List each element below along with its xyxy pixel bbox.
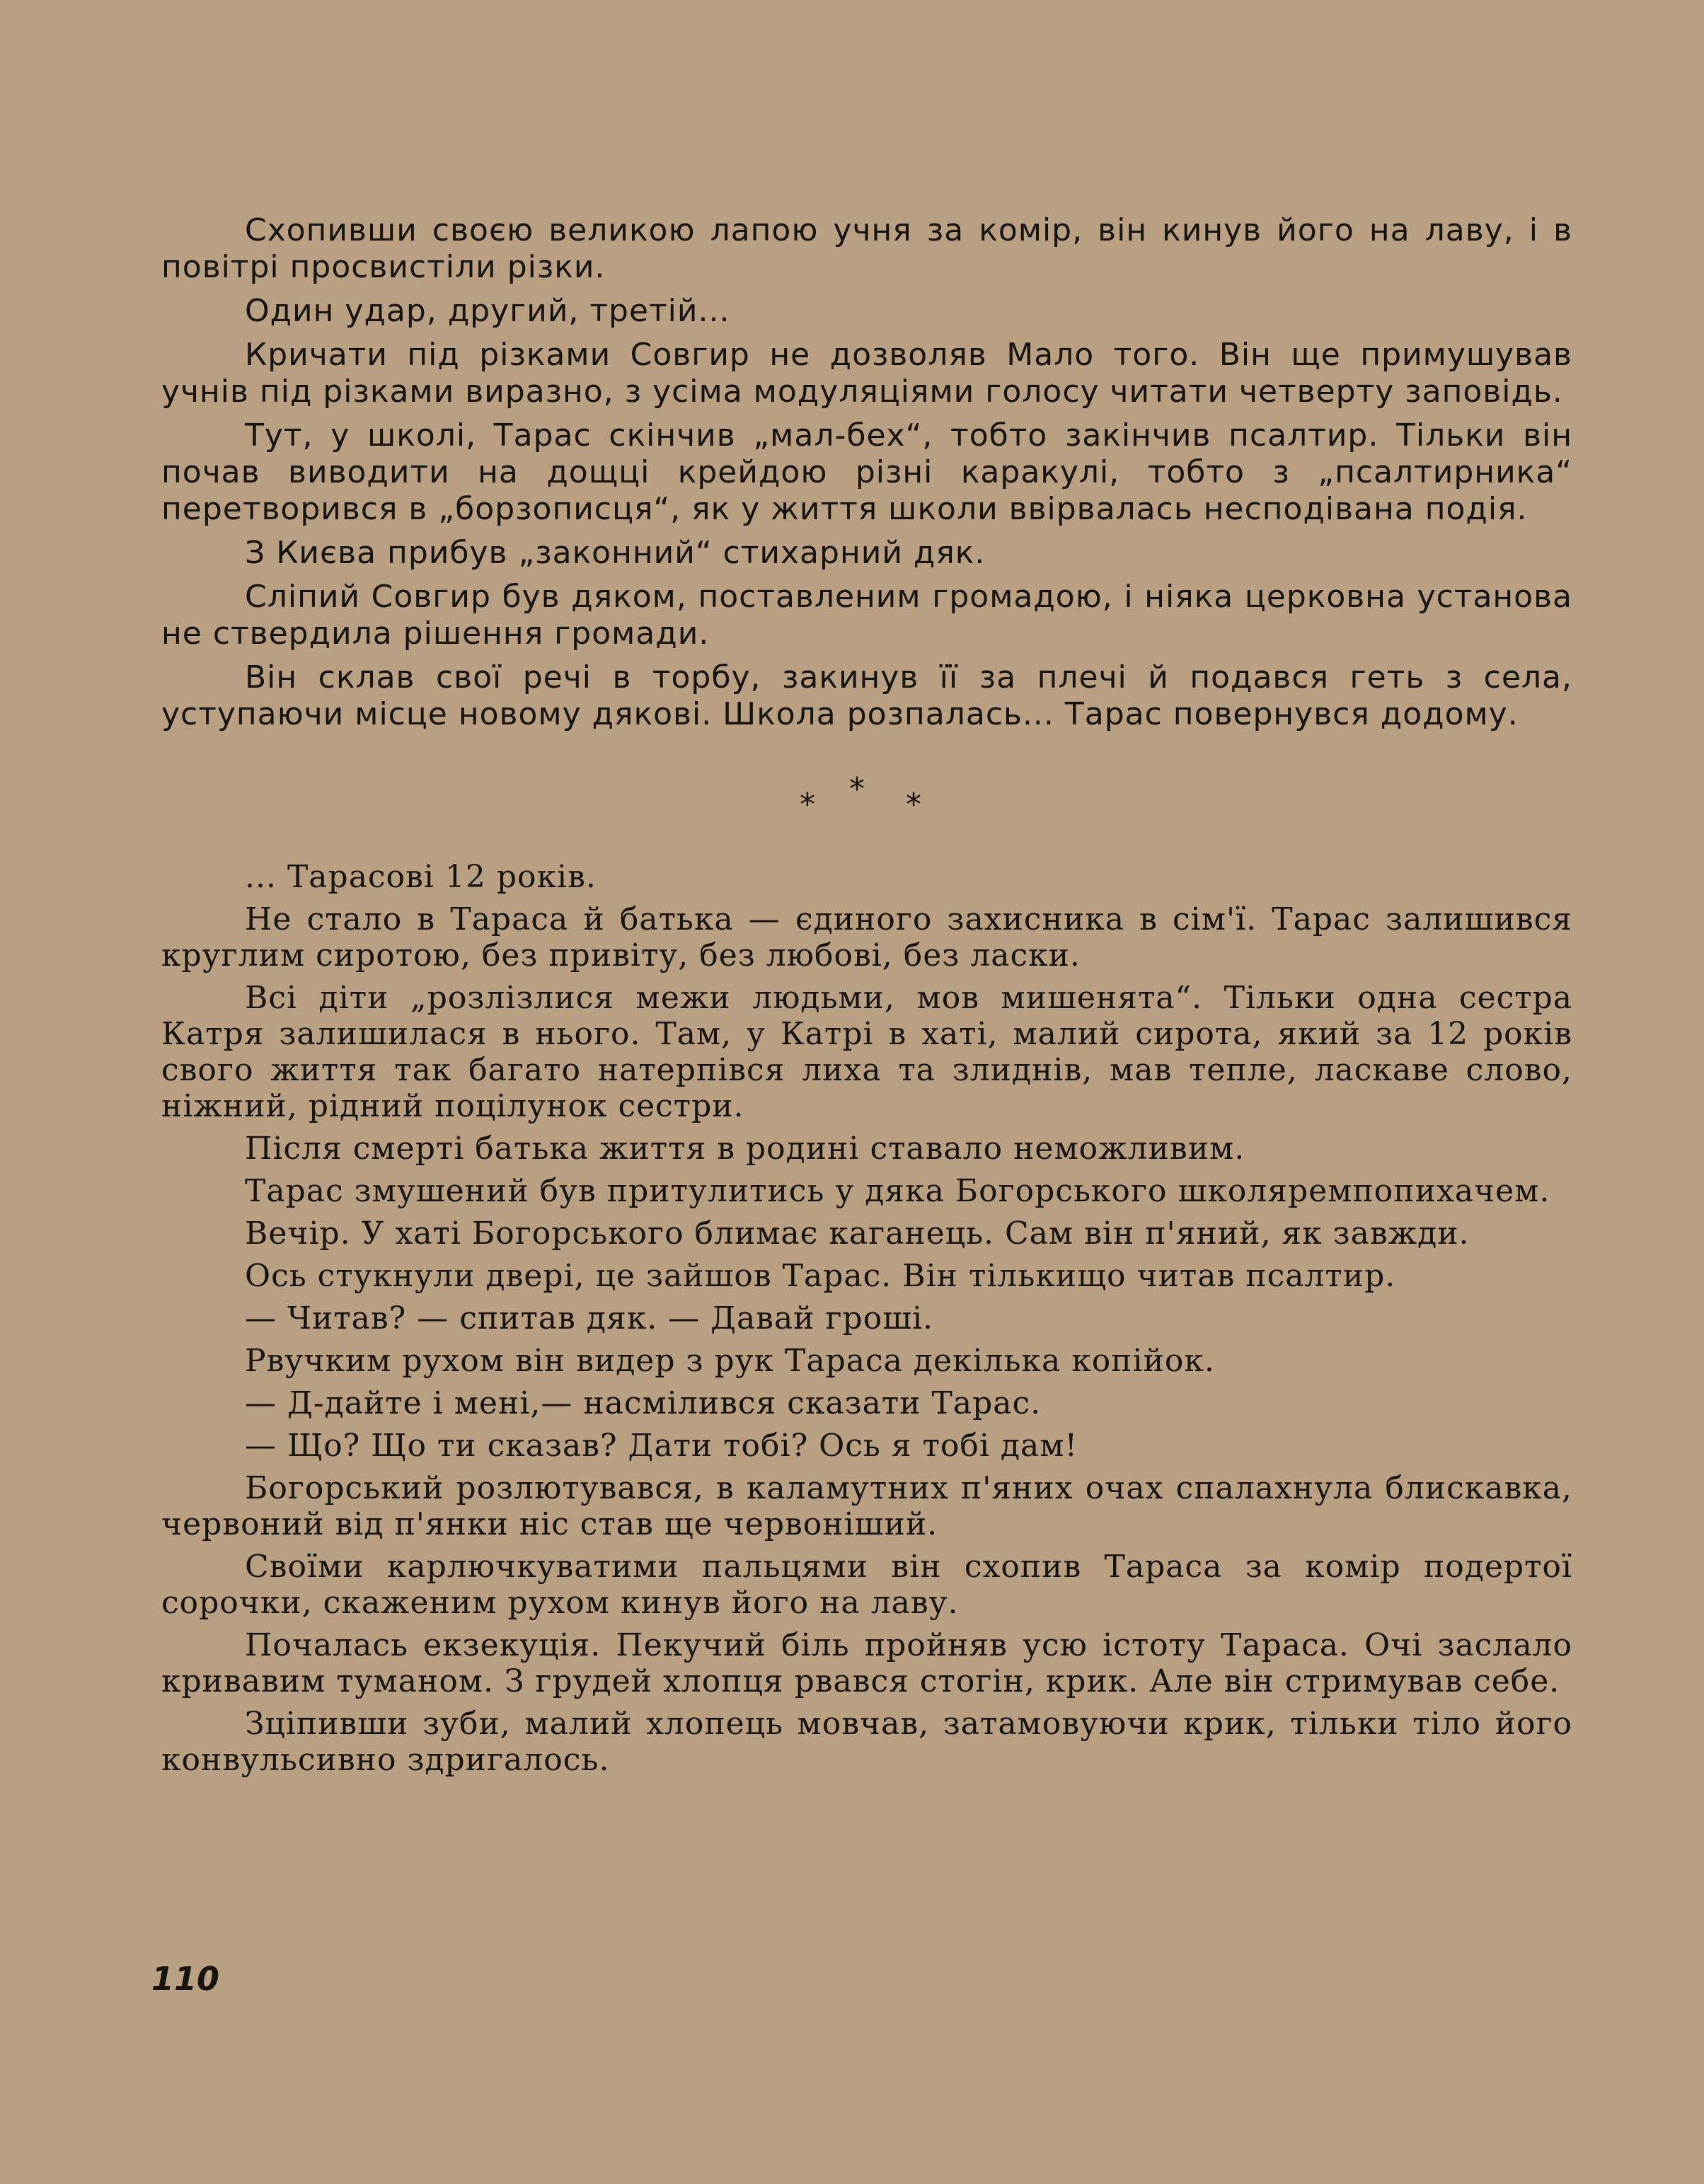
paragraph: Рвучким рухом він видер з рук Тараса декілька копійок. (245, 1343, 1215, 1379)
paragraph: Ось стукнули двері, це зайшов Тарас. Він тількищо читав псалтир. (245, 1258, 1396, 1294)
asterisk-icon: * (906, 787, 922, 823)
paragraph: Зціпивши зуби, малий хлопець мовчав, затамовуючи крик, тільки тіло його конвульсивно здригалось. (161, 1706, 1572, 1778)
paragraph: Один удар, другий, третій... (245, 293, 730, 329)
paragraph: Своїми карлючкуватими пальцями він схопив Тараса за комір подертої сорочки, скаженим рухом кинув його на лаву. (161, 1549, 1572, 1621)
paragraph: Після смерті батька життя в родині ставало неможливим. (245, 1131, 1245, 1167)
paragraph: Богорський розлютувався, в каламутних п'яних очах спалахнула блискавка, червоний від п'янки ніс став ще червоніший. (161, 1470, 1572, 1542)
paragraph: ... Тарасові 12 років. (245, 859, 597, 895)
section-break-asterisks (161, 771, 1572, 829)
dialogue-line: — Що? Що ти сказав? Дати тобі? Ось я тобі дам! (245, 1428, 1078, 1464)
page-number: 110 (151, 1960, 220, 1998)
paragraph: З Києва прибув „законний“ стихарний дяк. (245, 535, 986, 571)
paragraph: Схопивши своєю великою лапою учня за комір, він кинув його на лаву, і в повітрі просвистіли різки. (161, 212, 1572, 285)
asterisk-icon: * (849, 771, 865, 807)
text-section-one (161, 212, 1572, 733)
asterisk-icon: * (800, 787, 816, 823)
paragraph: Вечір. У хаті Богорського блимає каганець. Сам він п'яний, як завжди. (245, 1215, 1470, 1252)
paragraph: Він склав свої речі в торбу, закинув її за плечі й подався геть з села, уступаючи місце новому дякові. Школа розпалась... Тарас повернувся додому. (161, 659, 1572, 732)
paragraph: Всі діти „розлізлися межи людьми, мов мишенята“. Тільки одна сестра Катря залишилася в нього. Там, у Катрі в хаті, малий сирота, який за 12 років свого життя так багато натерпівся лиха та злиднів, мав тепле, ласкаве слово, ніжний, рідний поцілунок сестри. (161, 980, 1572, 1124)
paragraph: Тарас змушений був притулитись у дяка Богорського школяремпопихачем. (245, 1173, 1550, 1209)
dialogue-line: — Читав? — спитав дяк. — Давай гроші. (245, 1300, 934, 1336)
paragraph: Кричати під різками Совгир не дозволяв Мало того. Він ще примушував учнів під різками виразно, з усіма модуляціями голосу читати четверту заповідь. (161, 337, 1572, 410)
paragraph: Почалась екзекуція. Пекучий біль пройняв усю істоту Тараса. Очі заслало кривавим туманом. З грудей хлопця рвався стогін, крик. Але він стримував себе. (161, 1627, 1572, 1699)
text-section-two (161, 859, 1572, 1778)
paragraph: Сліпий Совгир був дяком, поставленим громадою, і ніяка церковна установа не ствердила рішення громади. (161, 579, 1572, 652)
book-page (161, 212, 1572, 1784)
dialogue-line: — Д-дайте і мені,— насмілився сказати Тарас. (245, 1385, 1042, 1421)
paragraph: Тут, у школі, Тарас скінчив „мал-бех“, тобто закінчив псалтир. Тільки він почав виводити на дощці крейдою різні каракулі, тобто з „псалтирника“ перетворився в „борзописця“, як у життя школи ввірвалась несподівана подія. (161, 417, 1572, 527)
paragraph: Не стало в Тараса й батька — єдиного захисника в сім'ї. Тарас залишився круглим сиротою, без привіту, без любові, без ласки. (161, 901, 1572, 973)
